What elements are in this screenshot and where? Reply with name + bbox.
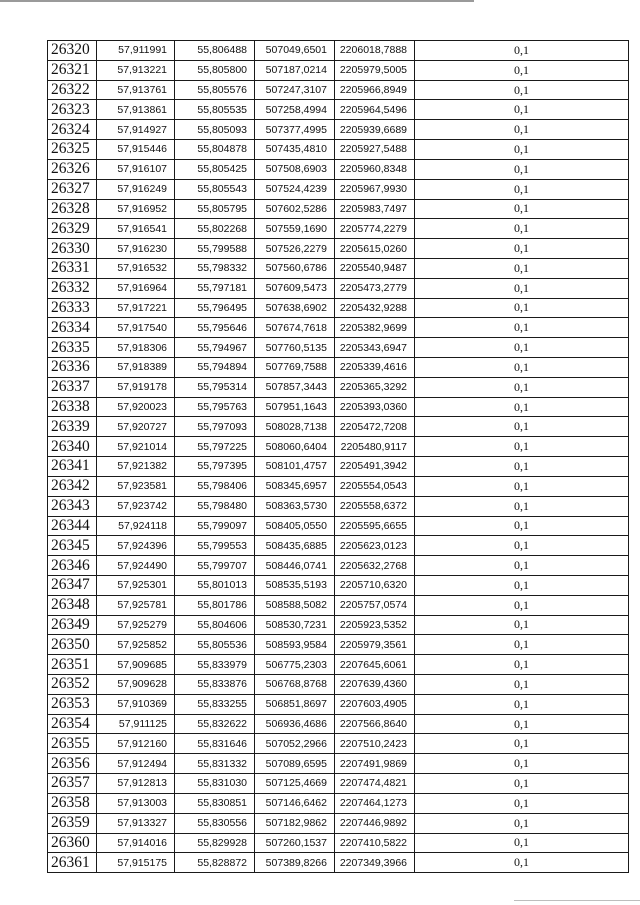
table-row (48, 278, 629, 298)
longitude-cell: 55,801786 (175, 595, 255, 615)
longitude-cell: 55,804878 (175, 140, 255, 160)
x-coordinate-cell: 507247,3107 (255, 80, 335, 100)
value-cell: 0,1 (415, 278, 629, 298)
y-coordinate-cell: 2205472,7208 (335, 417, 415, 437)
x-coordinate-cell: 507951,1643 (255, 397, 335, 417)
x-coordinate-cell: 507187,0214 (255, 60, 335, 80)
point-number-cell: 26335 (48, 338, 97, 358)
table-row (48, 298, 629, 318)
longitude-cell: 55,828872 (175, 853, 255, 873)
latitude-cell: 57,921014 (97, 437, 175, 457)
latitude-cell: 57,912494 (97, 754, 175, 774)
latitude-cell: 57,920023 (97, 397, 175, 417)
table-row (48, 793, 629, 813)
value-cell: 0,1 (415, 714, 629, 734)
longitude-cell: 55,798332 (175, 258, 255, 278)
point-number-cell: 26323 (48, 100, 97, 120)
y-coordinate-cell: 2205595,6655 (335, 516, 415, 536)
point-number-cell: 26353 (48, 694, 97, 714)
table-row (48, 239, 629, 259)
point-number-cell: 26357 (48, 774, 97, 794)
y-coordinate-cell: 2205979,5005 (335, 60, 415, 80)
longitude-cell: 55,796495 (175, 298, 255, 318)
longitude-cell: 55,806488 (175, 41, 255, 61)
table-row (48, 853, 629, 873)
point-number-cell: 26329 (48, 219, 97, 239)
value-cell: 0,1 (415, 556, 629, 576)
longitude-cell: 55,798480 (175, 496, 255, 516)
latitude-cell: 57,924118 (97, 516, 175, 536)
point-number-cell: 26359 (48, 813, 97, 833)
table-row (48, 437, 629, 457)
point-number-cell: 26349 (48, 615, 97, 635)
table-row (48, 179, 629, 199)
point-number-cell: 26321 (48, 60, 97, 80)
longitude-cell: 55,831646 (175, 734, 255, 754)
x-coordinate-cell: 507125,4669 (255, 774, 335, 794)
point-number-cell: 26334 (48, 318, 97, 338)
y-coordinate-cell: 2205923,5352 (335, 615, 415, 635)
table-row (48, 694, 629, 714)
value-cell: 0,1 (415, 417, 629, 437)
y-coordinate-cell: 2205491,3942 (335, 457, 415, 477)
table-row (48, 734, 629, 754)
latitude-cell: 57,916541 (97, 219, 175, 239)
value-cell: 0,1 (415, 179, 629, 199)
latitude-cell: 57,913221 (97, 60, 175, 80)
value-cell: 0,1 (415, 635, 629, 655)
table-row (48, 516, 629, 536)
value-cell: 0,1 (415, 853, 629, 873)
y-coordinate-cell: 2205382,9699 (335, 318, 415, 338)
latitude-cell: 57,912160 (97, 734, 175, 754)
table-row (48, 358, 629, 378)
y-coordinate-cell: 2207566,8640 (335, 714, 415, 734)
latitude-cell: 57,924396 (97, 536, 175, 556)
y-coordinate-cell: 2207645,6061 (335, 655, 415, 675)
y-coordinate-cell: 2205966,8949 (335, 80, 415, 100)
x-coordinate-cell: 507609,5473 (255, 278, 335, 298)
table-row (48, 417, 629, 437)
latitude-cell: 57,925781 (97, 595, 175, 615)
x-coordinate-cell: 507389,8266 (255, 853, 335, 873)
table-row (48, 140, 629, 160)
point-number-cell: 26355 (48, 734, 97, 754)
table-row (48, 496, 629, 516)
y-coordinate-cell: 2205339,4616 (335, 358, 415, 378)
y-coordinate-cell: 2205554,0543 (335, 476, 415, 496)
longitude-cell: 55,830556 (175, 813, 255, 833)
y-coordinate-cell: 2205432,9288 (335, 298, 415, 318)
value-cell: 0,1 (415, 199, 629, 219)
value-cell: 0,1 (415, 754, 629, 774)
point-number-cell: 26358 (48, 793, 97, 813)
x-coordinate-cell: 507182,9862 (255, 813, 335, 833)
latitude-cell: 57,917540 (97, 318, 175, 338)
point-number-cell: 26342 (48, 476, 97, 496)
table-row (48, 714, 629, 734)
value-cell: 0,1 (415, 516, 629, 536)
latitude-cell: 57,911991 (97, 41, 175, 61)
point-number-cell: 26354 (48, 714, 97, 734)
latitude-cell: 57,917221 (97, 298, 175, 318)
value-cell: 0,1 (415, 615, 629, 635)
longitude-cell: 55,833255 (175, 694, 255, 714)
x-coordinate-cell: 506768,8768 (255, 675, 335, 695)
point-number-cell: 26347 (48, 575, 97, 595)
x-coordinate-cell: 507146,6462 (255, 793, 335, 813)
y-coordinate-cell: 2205960,8348 (335, 159, 415, 179)
x-coordinate-cell: 507524,4239 (255, 179, 335, 199)
table-row (48, 774, 629, 794)
point-number-cell: 26351 (48, 655, 97, 675)
x-coordinate-cell: 507638,6902 (255, 298, 335, 318)
latitude-cell: 57,916230 (97, 239, 175, 259)
y-coordinate-cell: 2205343,6947 (335, 338, 415, 358)
y-coordinate-cell: 2205983,7497 (335, 199, 415, 219)
x-coordinate-cell: 506775,2303 (255, 655, 335, 675)
value-cell: 0,1 (415, 318, 629, 338)
value-cell: 0,1 (415, 734, 629, 754)
longitude-cell: 55,797225 (175, 437, 255, 457)
x-coordinate-cell: 508588,5082 (255, 595, 335, 615)
latitude-cell: 57,918306 (97, 338, 175, 358)
point-number-cell: 26346 (48, 556, 97, 576)
longitude-cell: 55,805576 (175, 80, 255, 100)
longitude-cell: 55,794967 (175, 338, 255, 358)
value-cell: 0,1 (415, 655, 629, 675)
table-row (48, 219, 629, 239)
latitude-cell: 57,916532 (97, 258, 175, 278)
longitude-cell: 55,797181 (175, 278, 255, 298)
value-cell: 0,1 (415, 140, 629, 160)
y-coordinate-cell: 2205623,0123 (335, 536, 415, 556)
latitude-cell: 57,923742 (97, 496, 175, 516)
table-row (48, 635, 629, 655)
latitude-cell: 57,925279 (97, 615, 175, 635)
table-row (48, 595, 629, 615)
table-row (48, 80, 629, 100)
y-coordinate-cell: 2207446,9892 (335, 813, 415, 833)
value-cell: 0,1 (415, 298, 629, 318)
latitude-cell: 57,915446 (97, 140, 175, 160)
longitude-cell: 55,795763 (175, 397, 255, 417)
x-coordinate-cell: 508593,9584 (255, 635, 335, 655)
latitude-cell: 57,921382 (97, 457, 175, 477)
longitude-cell: 55,805425 (175, 159, 255, 179)
value-cell: 0,1 (415, 437, 629, 457)
value-cell: 0,1 (415, 774, 629, 794)
x-coordinate-cell: 507560,6786 (255, 258, 335, 278)
value-cell: 0,1 (415, 239, 629, 259)
y-coordinate-cell: 2205632,2768 (335, 556, 415, 576)
point-number-cell: 26322 (48, 80, 97, 100)
point-number-cell: 26331 (48, 258, 97, 278)
value-cell: 0,1 (415, 258, 629, 278)
longitude-cell: 55,833876 (175, 675, 255, 695)
point-number-cell: 26330 (48, 239, 97, 259)
y-coordinate-cell: 2205558,6372 (335, 496, 415, 516)
y-coordinate-cell: 2205927,5488 (335, 140, 415, 160)
table-row (48, 833, 629, 853)
longitude-cell: 55,799707 (175, 556, 255, 576)
y-coordinate-cell: 2205393,0360 (335, 397, 415, 417)
latitude-cell: 57,909685 (97, 655, 175, 675)
y-coordinate-cell: 2205757,0574 (335, 595, 415, 615)
y-coordinate-cell: 2207639,4360 (335, 675, 415, 695)
value-cell: 0,1 (415, 575, 629, 595)
x-coordinate-cell: 507260,1537 (255, 833, 335, 853)
table-row (48, 457, 629, 477)
longitude-cell: 55,829928 (175, 833, 255, 853)
x-coordinate-cell: 507377,4995 (255, 120, 335, 140)
y-coordinate-cell: 2207349,3966 (335, 853, 415, 873)
latitude-cell: 57,911125 (97, 714, 175, 734)
value-cell: 0,1 (415, 397, 629, 417)
value-cell: 0,1 (415, 813, 629, 833)
point-number-cell: 26344 (48, 516, 97, 536)
x-coordinate-cell: 508345,6957 (255, 476, 335, 496)
table-body (48, 41, 629, 873)
value-cell: 0,1 (415, 793, 629, 813)
value-cell: 0,1 (415, 675, 629, 695)
latitude-cell: 57,916107 (97, 159, 175, 179)
longitude-cell: 55,797093 (175, 417, 255, 437)
x-coordinate-cell: 507435,4810 (255, 140, 335, 160)
longitude-cell: 55,801013 (175, 575, 255, 595)
table-row (48, 159, 629, 179)
longitude-cell: 55,805795 (175, 199, 255, 219)
longitude-cell: 55,831332 (175, 754, 255, 774)
x-coordinate-cell: 507052,2966 (255, 734, 335, 754)
point-number-cell: 26350 (48, 635, 97, 655)
x-coordinate-cell: 508405,0550 (255, 516, 335, 536)
point-number-cell: 26320 (48, 41, 97, 61)
longitude-cell: 55,804606 (175, 615, 255, 635)
latitude-cell: 57,918389 (97, 358, 175, 378)
table-row (48, 813, 629, 833)
longitude-cell: 55,805543 (175, 179, 255, 199)
y-coordinate-cell: 2207491,9869 (335, 754, 415, 774)
value-cell: 0,1 (415, 694, 629, 714)
point-number-cell: 26343 (48, 496, 97, 516)
table-row (48, 377, 629, 397)
value-cell: 0,1 (415, 219, 629, 239)
longitude-cell: 55,795646 (175, 318, 255, 338)
longitude-cell: 55,795314 (175, 377, 255, 397)
longitude-cell: 55,805800 (175, 60, 255, 80)
point-number-cell: 26361 (48, 853, 97, 873)
table-row (48, 655, 629, 675)
latitude-cell: 57,909628 (97, 675, 175, 695)
value-cell: 0,1 (415, 120, 629, 140)
x-coordinate-cell: 507602,5286 (255, 199, 335, 219)
latitude-cell: 57,919178 (97, 377, 175, 397)
table-row (48, 100, 629, 120)
y-coordinate-cell: 2207474,4821 (335, 774, 415, 794)
y-coordinate-cell: 2205964,5496 (335, 100, 415, 120)
value-cell: 0,1 (415, 358, 629, 378)
latitude-cell: 57,923581 (97, 476, 175, 496)
table-row (48, 318, 629, 338)
longitude-cell: 55,799097 (175, 516, 255, 536)
table-row (48, 556, 629, 576)
point-number-cell: 26352 (48, 675, 97, 695)
longitude-cell: 55,794894 (175, 358, 255, 378)
coordinates-table (47, 40, 629, 873)
point-number-cell: 26333 (48, 298, 97, 318)
longitude-cell: 55,798406 (175, 476, 255, 496)
value-cell: 0,1 (415, 457, 629, 477)
y-coordinate-cell: 2205774,2279 (335, 219, 415, 239)
latitude-cell: 57,925852 (97, 635, 175, 655)
latitude-cell: 57,925301 (97, 575, 175, 595)
latitude-cell: 57,920727 (97, 417, 175, 437)
value-cell: 0,1 (415, 595, 629, 615)
y-coordinate-cell: 2207410,5822 (335, 833, 415, 853)
value-cell: 0,1 (415, 159, 629, 179)
table-row (48, 60, 629, 80)
table-row (48, 536, 629, 556)
y-coordinate-cell: 2205967,9930 (335, 179, 415, 199)
bottom-rule (514, 900, 640, 901)
y-coordinate-cell: 2205615,0260 (335, 239, 415, 259)
point-number-cell: 26327 (48, 179, 97, 199)
longitude-cell: 55,833979 (175, 655, 255, 675)
top-rule (0, 0, 474, 2)
value-cell: 0,1 (415, 41, 629, 61)
longitude-cell: 55,831030 (175, 774, 255, 794)
x-coordinate-cell: 507857,3443 (255, 377, 335, 397)
latitude-cell: 57,914927 (97, 120, 175, 140)
point-number-cell: 26324 (48, 120, 97, 140)
y-coordinate-cell: 2205480,9117 (335, 437, 415, 457)
point-number-cell: 26328 (48, 199, 97, 219)
longitude-cell: 55,805093 (175, 120, 255, 140)
x-coordinate-cell: 507769,7588 (255, 358, 335, 378)
point-number-cell: 26360 (48, 833, 97, 853)
y-coordinate-cell: 2207464,1273 (335, 793, 415, 813)
point-number-cell: 26336 (48, 358, 97, 378)
x-coordinate-cell: 508101,4757 (255, 457, 335, 477)
latitude-cell: 57,916952 (97, 199, 175, 219)
longitude-cell: 55,832622 (175, 714, 255, 734)
table-row (48, 476, 629, 496)
table-row (48, 41, 629, 61)
x-coordinate-cell: 507559,1690 (255, 219, 335, 239)
longitude-cell: 55,805535 (175, 100, 255, 120)
x-coordinate-cell: 507526,2279 (255, 239, 335, 259)
point-number-cell: 26325 (48, 140, 97, 160)
point-number-cell: 26326 (48, 159, 97, 179)
value-cell: 0,1 (415, 60, 629, 80)
x-coordinate-cell: 508446,0741 (255, 556, 335, 576)
point-number-cell: 26337 (48, 377, 97, 397)
latitude-cell: 57,913327 (97, 813, 175, 833)
latitude-cell: 57,913861 (97, 100, 175, 120)
x-coordinate-cell: 507760,5135 (255, 338, 335, 358)
latitude-cell: 57,913761 (97, 80, 175, 100)
value-cell: 0,1 (415, 833, 629, 853)
table-row (48, 615, 629, 635)
x-coordinate-cell: 507049,6501 (255, 41, 335, 61)
table-row (48, 120, 629, 140)
point-number-cell: 26338 (48, 397, 97, 417)
y-coordinate-cell: 2205473,2779 (335, 278, 415, 298)
latitude-cell: 57,914016 (97, 833, 175, 853)
point-number-cell: 26341 (48, 457, 97, 477)
latitude-cell: 57,924490 (97, 556, 175, 576)
latitude-cell: 57,913003 (97, 793, 175, 813)
latitude-cell: 57,915175 (97, 853, 175, 873)
longitude-cell: 55,799588 (175, 239, 255, 259)
x-coordinate-cell: 507089,6595 (255, 754, 335, 774)
table-row (48, 675, 629, 695)
value-cell: 0,1 (415, 536, 629, 556)
table-row (48, 575, 629, 595)
x-coordinate-cell: 507258,4994 (255, 100, 335, 120)
point-number-cell: 26332 (48, 278, 97, 298)
x-coordinate-cell: 508535,5193 (255, 575, 335, 595)
longitude-cell: 55,797395 (175, 457, 255, 477)
table-row (48, 754, 629, 774)
point-number-cell: 26356 (48, 754, 97, 774)
y-coordinate-cell: 2205365,3292 (335, 377, 415, 397)
x-coordinate-cell: 506936,4686 (255, 714, 335, 734)
table-row (48, 199, 629, 219)
x-coordinate-cell: 508028,7138 (255, 417, 335, 437)
y-coordinate-cell: 2207510,2423 (335, 734, 415, 754)
value-cell: 0,1 (415, 377, 629, 397)
y-coordinate-cell: 2205540,9487 (335, 258, 415, 278)
y-coordinate-cell: 2207603,4905 (335, 694, 415, 714)
x-coordinate-cell: 507674,7618 (255, 318, 335, 338)
x-coordinate-cell: 508530,7231 (255, 615, 335, 635)
y-coordinate-cell: 2205979,3561 (335, 635, 415, 655)
value-cell: 0,1 (415, 338, 629, 358)
point-number-cell: 26348 (48, 595, 97, 615)
point-number-cell: 26340 (48, 437, 97, 457)
longitude-cell: 55,830851 (175, 793, 255, 813)
point-number-cell: 26339 (48, 417, 97, 437)
x-coordinate-cell: 508363,5730 (255, 496, 335, 516)
latitude-cell: 57,916249 (97, 179, 175, 199)
latitude-cell: 57,910369 (97, 694, 175, 714)
y-coordinate-cell: 2206018,7888 (335, 41, 415, 61)
longitude-cell: 55,805536 (175, 635, 255, 655)
value-cell: 0,1 (415, 476, 629, 496)
x-coordinate-cell: 508435,6885 (255, 536, 335, 556)
value-cell: 0,1 (415, 100, 629, 120)
latitude-cell: 57,916964 (97, 278, 175, 298)
y-coordinate-cell: 2205710,6320 (335, 575, 415, 595)
value-cell: 0,1 (415, 80, 629, 100)
latitude-cell: 57,912813 (97, 774, 175, 794)
x-coordinate-cell: 507508,6903 (255, 159, 335, 179)
table-row (48, 338, 629, 358)
y-coordinate-cell: 2205939,6689 (335, 120, 415, 140)
longitude-cell: 55,799553 (175, 536, 255, 556)
value-cell: 0,1 (415, 496, 629, 516)
table-row (48, 258, 629, 278)
table-row (48, 397, 629, 417)
longitude-cell: 55,802268 (175, 219, 255, 239)
x-coordinate-cell: 508060,6404 (255, 437, 335, 457)
point-number-cell: 26345 (48, 536, 97, 556)
x-coordinate-cell: 506851,8697 (255, 694, 335, 714)
